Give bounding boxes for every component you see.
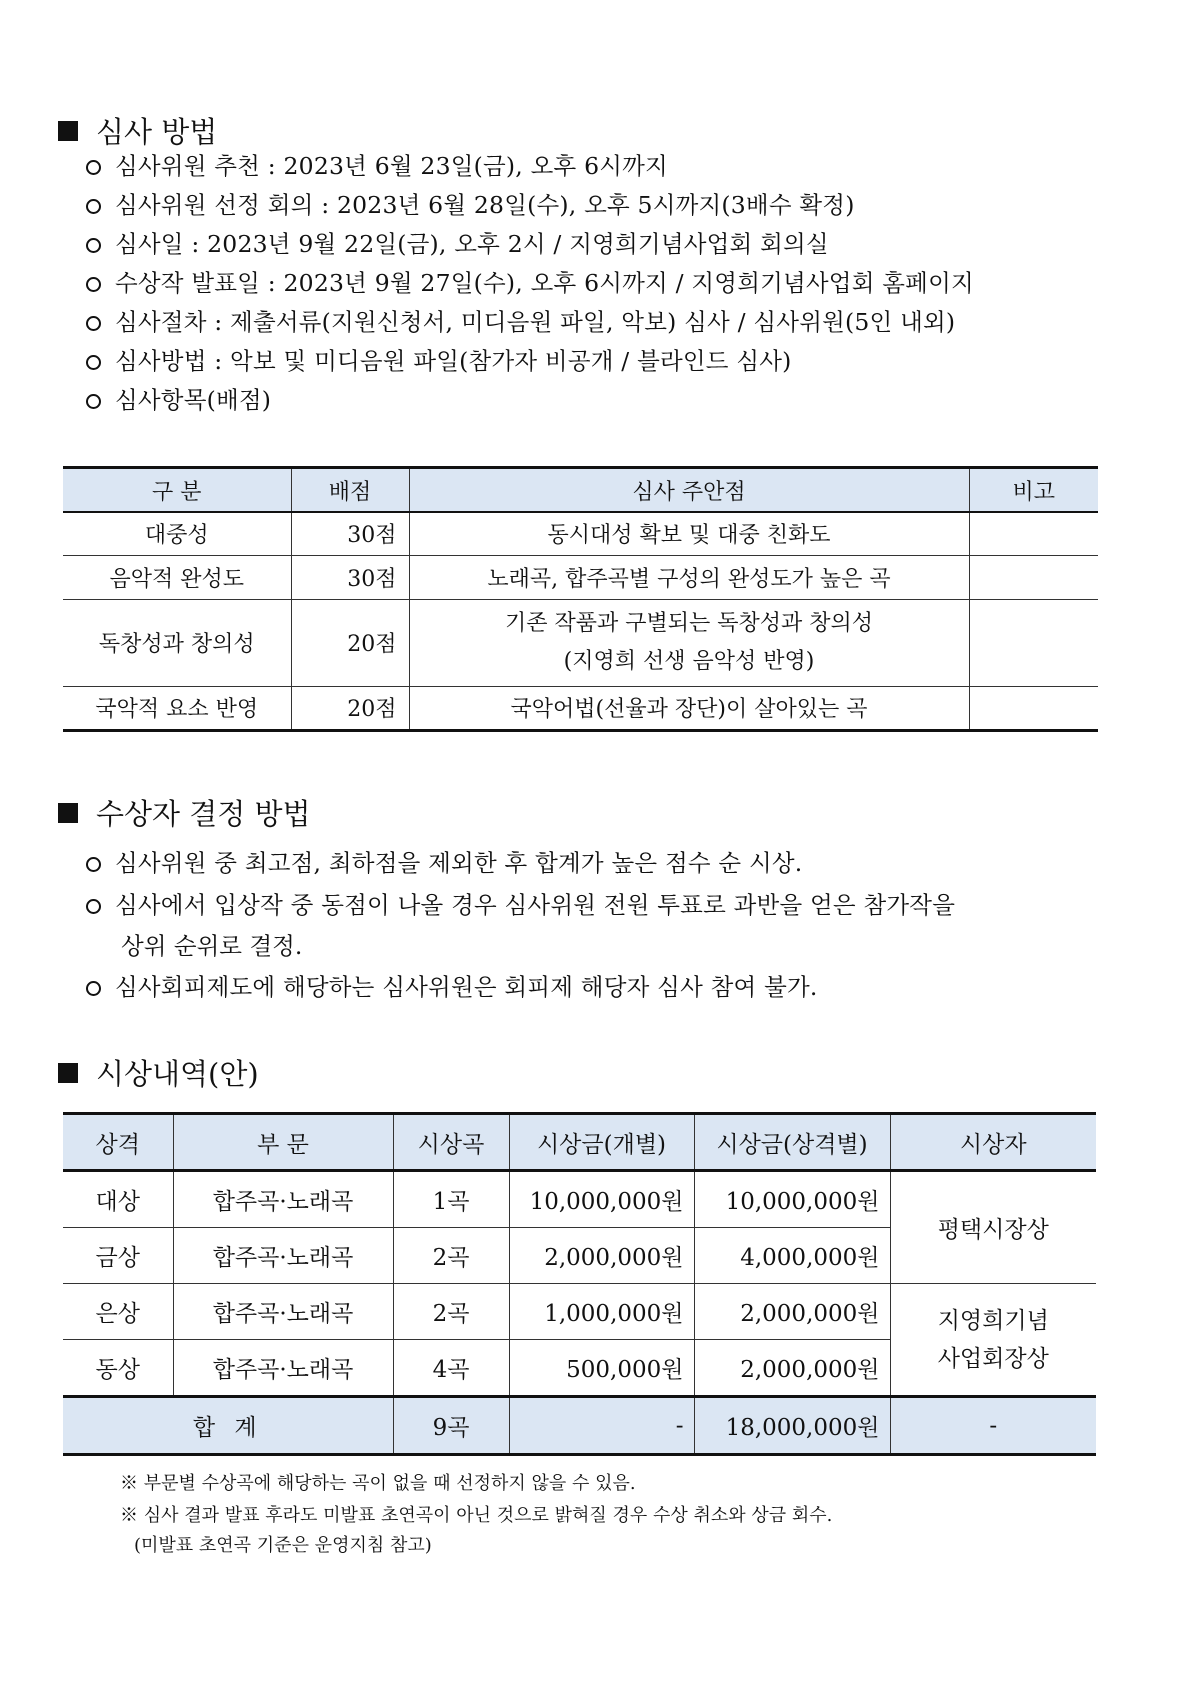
list-item: 심사절차 : 제출서류(지원신청서, 미디음원 파일, 악보) 심사 / 심사위원(5인 내외) [86, 303, 955, 337]
footnote: ※ 심사 결과 발표 후라도 미발표 초연곡이 아닌 것으로 밝혀질 경우 수상 취소와 상금 회수. [120, 1505, 833, 1526]
column-header: 시상금(상격별) [694, 1114, 890, 1171]
table-row [63, 686, 1098, 730]
total-individual-cell: - [509, 1397, 694, 1455]
grand-total-cell: 18,000,000원 [694, 1397, 890, 1455]
column-header: 시상곡 [393, 1114, 509, 1171]
division-cell: 합주곡·노래곡 [173, 1284, 393, 1340]
column-header: 상격 [63, 1114, 173, 1171]
circle-bullet-icon [86, 316, 101, 331]
column-header: 구 분 [63, 468, 291, 513]
table-row [63, 512, 1098, 555]
presenter-cell [890, 1284, 1096, 1397]
count-cell: 2곡 [393, 1228, 509, 1284]
circle-bullet-icon [86, 981, 101, 996]
total-row [63, 1397, 1096, 1455]
grade-cell: 대상 [63, 1171, 173, 1228]
total-prize-cell: 2,000,000원 [694, 1284, 890, 1340]
section-title: 시상내역(안) [96, 1057, 259, 1091]
footnote: ※ 부문별 수상곡에 해당하는 곡이 없을 때 선정하지 않을 수 있음. [120, 1473, 636, 1494]
grade-cell: 은상 [63, 1284, 173, 1340]
list-item: 심사일 : 2023년 9월 22일(금), 오후 2시 / 지영희기념사업회 회의실 [86, 225, 829, 259]
column-header: 시상자 [890, 1114, 1096, 1171]
table-header-row [63, 468, 1098, 513]
division-cell: 합주곡·노래곡 [173, 1171, 393, 1228]
circle-bullet-icon [86, 857, 101, 872]
list-item: 심사방법 : 악보 및 미디음원 파일(참가자 비공개 / 블라인드 심사) [86, 342, 792, 376]
individual-prize-cell: 10,000,000원 [509, 1171, 694, 1228]
count-cell: 4곡 [393, 1340, 509, 1397]
table-row [63, 555, 1098, 599]
circle-bullet-icon [86, 899, 101, 914]
focus-line: (지영희 선생 음악성 반영) [563, 648, 815, 674]
score-cell: 30점 [291, 512, 409, 555]
section-heading-winner-decision [58, 792, 311, 833]
category-cell: 독창성과 창의성 [63, 599, 291, 686]
focus-cell [409, 599, 969, 686]
count-cell: 1곡 [393, 1171, 509, 1228]
total-prize-cell: 2,000,000원 [694, 1340, 890, 1397]
list-item: 수상작 발표일 : 2023년 9월 27일(수), 오후 6시까지 / 지영희기념사업회 홈페이지 [86, 264, 974, 298]
focus-cell: 동시대성 확보 및 대중 친화도 [409, 512, 969, 555]
individual-prize-cell: 1,000,000원 [509, 1284, 694, 1340]
list-item: 심사위원 중 최고점, 최하점을 제외한 후 합계가 높은 점수 순 시상. [86, 844, 802, 878]
column-header: 심사 주안점 [409, 468, 969, 513]
column-header: 비고 [969, 468, 1098, 513]
section-title: 심사 방법 [96, 115, 218, 149]
note-cell [969, 686, 1098, 730]
score-cell: 30점 [291, 555, 409, 599]
total-presenter-cell: - [890, 1397, 1096, 1455]
column-header: 배점 [291, 468, 409, 513]
list-item-continuation: 상위 순위로 결정. [121, 932, 303, 960]
section-heading-judging-method [58, 110, 217, 151]
presenter-cell: 평택시장상 [890, 1171, 1096, 1284]
individual-prize-cell: 500,000원 [509, 1340, 694, 1397]
section-heading-awards [58, 1052, 259, 1093]
grade-cell: 동상 [63, 1340, 173, 1397]
square-bullet-icon [58, 803, 78, 823]
table-row [63, 599, 1098, 686]
square-bullet-icon [58, 121, 78, 141]
division-cell: 합주곡·노래곡 [173, 1340, 393, 1397]
total-label-cell: 합 계 [63, 1397, 393, 1455]
list-item: 심사항목(배점) [86, 381, 271, 415]
column-header: 시상금(개별) [509, 1114, 694, 1171]
footnote: (미발표 초연곡 기준은 운영지침 참고) [134, 1535, 432, 1556]
list-item: 심사회피제도에 해당하는 심사위원은 회피제 해당자 심사 참여 불가. [86, 968, 818, 1002]
column-header: 부 문 [173, 1114, 393, 1171]
score-cell: 20점 [291, 686, 409, 730]
focus-cell: 노래곡, 합주곡별 구성의 완성도가 높은 곡 [409, 555, 969, 599]
total-prize-cell: 4,000,000원 [694, 1228, 890, 1284]
presenter-line: 지영희기념 [937, 1307, 1049, 1334]
note-cell [969, 599, 1098, 686]
division-cell: 합주곡·노래곡 [173, 1228, 393, 1284]
table-header-row [63, 1114, 1096, 1171]
table-row [63, 1284, 1096, 1340]
total-count-cell: 9곡 [393, 1397, 509, 1455]
grade-cell: 금상 [63, 1228, 173, 1284]
circle-bullet-icon [86, 160, 101, 175]
individual-prize-cell: 2,000,000원 [509, 1228, 694, 1284]
judging-criteria-table [63, 466, 1098, 732]
focus-line: 기존 작품과 구별되는 독창성과 창의성 [504, 610, 873, 636]
total-prize-cell: 10,000,000원 [694, 1171, 890, 1228]
count-cell: 2곡 [393, 1284, 509, 1340]
presenter-line: 사업회장상 [937, 1345, 1049, 1372]
focus-cell: 국악어법(선율과 장단)이 살아있는 곡 [409, 686, 969, 730]
circle-bullet-icon [86, 277, 101, 292]
note-cell [969, 555, 1098, 599]
category-cell: 대중성 [63, 512, 291, 555]
table-row [63, 1171, 1096, 1228]
note-cell [969, 512, 1098, 555]
circle-bullet-icon [86, 355, 101, 370]
circle-bullet-icon [86, 238, 101, 253]
score-cell: 20점 [291, 599, 409, 686]
square-bullet-icon [58, 1063, 78, 1083]
awards-table [63, 1112, 1096, 1456]
section-title: 수상자 결정 방법 [96, 797, 311, 831]
circle-bullet-icon [86, 394, 101, 409]
list-item: 심사위원 추천 : 2023년 6월 23일(금), 오후 6시까지 [86, 147, 668, 181]
category-cell: 음악적 완성도 [63, 555, 291, 599]
category-cell: 국악적 요소 반영 [63, 686, 291, 730]
list-item: 심사위원 선정 회의 : 2023년 6월 28일(수), 오후 5시까지(3배수 확정) [86, 186, 855, 220]
circle-bullet-icon [86, 199, 101, 214]
list-item: 심사에서 입상작 중 동점이 나올 경우 심사위원 전원 투표로 과반을 얻은 참가작을 [86, 886, 955, 920]
